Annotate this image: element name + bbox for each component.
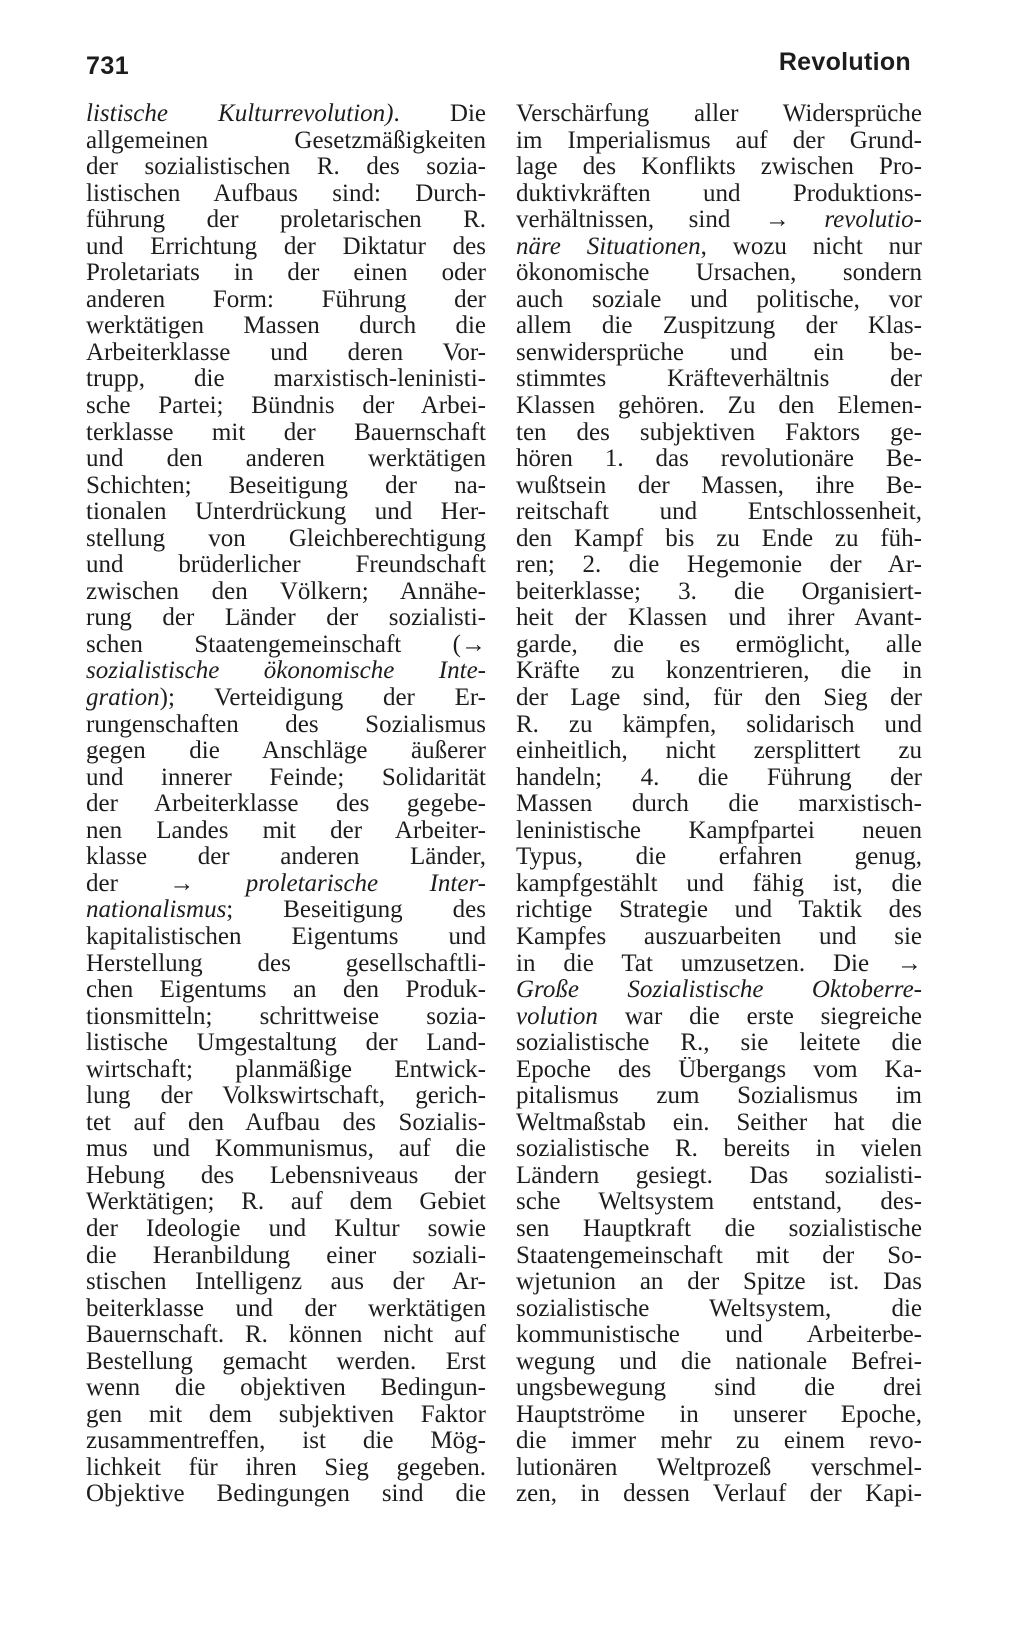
text-segment: Massen durch die marxistisch- [516,791,922,818]
text-segment: die immer mehr zu einem revo- [516,1428,922,1455]
text-line [86,791,486,818]
text-line [516,181,922,208]
text-segment: den Kampf bis zu Ende zu füh- [516,525,922,552]
text-line [516,1030,922,1057]
text-line [516,1243,922,1270]
text-segment: sozialistische R. bereits in vielen [516,1136,922,1163]
text-segment: Epoche des Übergangs vom Ka- [516,1056,922,1083]
text-segment: Klassen gehören. Zu den Elemen- [516,393,922,420]
text-segment: allgemeinen Gesetzmäßigkeiten [86,127,486,154]
text-segment: Hauptströme in unserer Epoche, [516,1401,922,1428]
text-segment: zen, in dessen Verlauf der Kapi- [516,1481,922,1508]
text-segment: ; Beseitigung des [226,897,486,924]
text-line [516,765,922,792]
text-segment: stischen Intelligenz aus der Ar- [86,1269,486,1296]
text-line [86,128,486,155]
text-segment: stimmtes Kräfteverhältnis der [516,366,922,393]
text-segment: tionalen Unterdrückung und Her- [86,499,486,526]
text-line [86,1030,486,1057]
italic-text: volution [516,1003,598,1030]
italic-text: proletarische Inter- [245,870,486,897]
text-line [86,473,486,500]
text-segment: pitalismus zum Sozialismus im [516,1083,922,1110]
text-segment: wegung und die nationale Befrei- [516,1348,922,1375]
text-segment: hören 1. das revolutionäre Be- [516,446,922,473]
text-line [86,101,486,128]
text-segment: . Die [393,101,486,127]
text-line [516,605,922,632]
text-segment: lichkeit für ihren Sieg gegeben. [86,1454,486,1481]
text-segment: der Arbeiterklasse des gegebe- [86,791,486,818]
text-line [516,977,922,1004]
text-segment: Arbeiterklasse und deren Vor- [86,339,486,366]
text-segment: und Errichtung der Diktatur des [86,233,486,260]
text-line [86,260,486,287]
text-segment: richtige Strategie und Taktik des [516,897,922,924]
text-line [86,605,486,632]
text-line [86,738,486,765]
text-line [86,154,486,181]
text-line [86,632,486,659]
text-line [86,712,486,739]
text-line [516,1216,922,1243]
text-segment: beiterklasse; 3. die Organisiert- [516,578,922,605]
text-segment: einheitlich, nicht zersplittert zu [516,738,922,765]
text-segment: mus und Kommunismus, auf die [86,1136,486,1163]
text-segment: zusammentreffen, ist die Mög- [86,1428,486,1455]
text-segment: sen Hauptkraft die sozialistische [516,1215,922,1242]
text-line [86,393,486,420]
text-line [516,632,922,659]
text-line [516,897,922,924]
text-segment: klasse der anderen Länder, [86,844,486,871]
text-line [516,473,922,500]
text-line [86,924,486,951]
text-line [516,552,922,579]
text-segment: rungenschaften des Sozialismus [86,711,486,738]
text-line [516,1349,922,1376]
text-line [516,1110,922,1137]
text-segment: ungsbewegung sind die drei [516,1375,922,1402]
text-line [516,1296,922,1323]
text-segment: und den anderen werktätigen [86,446,486,473]
text-segment: heit der Klassen und ihrer Avant- [516,605,922,632]
text-segment: anderen Form: Führung der [86,286,486,313]
text-line [516,420,922,447]
text-line [86,1349,486,1376]
text-line [86,552,486,579]
text-segment: verhältnissen, sind → [516,207,825,234]
text-line [516,1004,922,1031]
text-segment: der Lage sind, für den Sieg der [516,685,922,712]
text-line [86,313,486,340]
text-segment: sche Partei; Bündnis der Arbei- [86,393,486,420]
text-line [516,1428,922,1455]
text-segment: Bestellung gemacht werden. Erst [86,1348,486,1375]
text-segment: ); Verteidigung der Er- [159,685,486,712]
text-line [516,685,922,712]
text-line [86,658,486,685]
text-segment: Weltmaßstab ein. Seither hat die [516,1109,922,1136]
italic-text: nationalismus [86,897,227,924]
text-segment: der sozialistischen R. des sozia- [86,154,486,181]
italic-text: Große Sozialistische Oktoberre- [516,977,922,1004]
text-line [86,1189,486,1216]
text-segment: tionsmitteln; schrittweise sozia- [86,1003,486,1030]
text-segment: Proletariats in der einen oder [86,260,486,287]
text-line [516,951,922,978]
text-line [516,1189,922,1216]
text-line [86,366,486,393]
text-line [516,1402,922,1429]
text-segment: kampfgestählt und fähig ist, die [516,870,922,897]
italic-text: sozialistische ökonomische Inte- [86,658,486,685]
text-segment: kapitalistischen Eigentums und [86,923,486,950]
text-line [86,1163,486,1190]
text-line [516,446,922,473]
text-line [86,1428,486,1455]
text-segment: gen mit dem subjektiven Faktor [86,1401,486,1428]
text-segment: reitschaft und Entschlossenheit, [516,499,922,526]
text-line [86,499,486,526]
text-line [86,897,486,924]
text-line [516,154,922,181]
text-line [516,1136,922,1163]
text-segment: Bauernschaft. R. können nicht auf [86,1322,486,1349]
text-line [86,234,486,261]
text-segment: kommunistische und Arbeiterbe- [516,1322,922,1349]
text-segment: in die Tat umzusetzen. Die → [516,950,922,977]
text-segment: wirtschaft; planmäßige Entwick- [86,1056,486,1083]
text-segment: Kräfte zu konzentrieren, die in [516,658,922,685]
text-line [516,313,922,340]
text-line [516,658,922,685]
text-segment: ökonomische Ursachen, sondern [516,260,922,287]
text-segment: , wozu nicht nur [700,233,922,260]
text-line [516,260,922,287]
text-segment: schen Staatengemeinschaft (→ [86,631,486,658]
text-segment: Ländern gesiegt. Das sozialisti- [516,1162,922,1189]
page-number: 731 [86,52,130,80]
text-line [516,1057,922,1084]
text-line [516,1269,922,1296]
text-column-right [516,101,922,1508]
text-line [516,234,922,261]
text-line [516,738,922,765]
text-segment: auch soziale und politische, vor [516,286,922,313]
text-line [86,1402,486,1429]
text-line [516,871,922,898]
text-segment: nen Landes mit der Arbeiter- [86,817,486,844]
text-line [516,287,922,314]
italic-text: listische Kulturrevolution) [86,101,394,127]
text-segment: listische Umgestaltung der Land- [86,1030,486,1057]
text-line [86,685,486,712]
text-segment: Werktätigen; R. auf dem Gebiet [86,1189,486,1216]
text-segment: terklasse mit der Bauernschaft [86,419,486,446]
text-line [516,844,922,871]
text-line [86,579,486,606]
text-segment: senwidersprüche und ein be- [516,339,922,366]
text-line [86,207,486,234]
text-segment: duktivkräften und Produktions- [516,180,922,207]
text-line [86,1083,486,1110]
text-segment: wjetunion an der Spitze ist. Das [516,1269,922,1296]
text-segment: trupp, die marxistisch-leninisti- [86,366,486,393]
text-line [86,1481,486,1508]
text-segment: Typus, die erfahren genug, [516,844,922,871]
text-line [86,1216,486,1243]
text-line [86,1269,486,1296]
text-segment: Staatengemeinschaft mit der So- [516,1242,922,1269]
text-line [86,1322,486,1349]
text-segment: sozialistische Weltsystem, die [516,1295,922,1322]
text-segment: zwischen den Völkern; Annähe- [86,578,486,605]
text-line [86,765,486,792]
text-segment: gegen die Anschläge äußerer [86,738,486,765]
italic-text: revolutio- [824,207,922,234]
text-line [86,818,486,845]
text-segment: der → [86,870,246,897]
text-line [86,1375,486,1402]
text-segment: der Ideologie und Kultur sowie [86,1215,486,1242]
text-line [86,446,486,473]
text-segment: Hebung des Lebensniveaus der [86,1162,486,1189]
text-line [86,1110,486,1137]
text-line [516,340,922,367]
text-line [86,1136,486,1163]
text-segment: leninistische Kampfpartei neuen [516,817,922,844]
text-segment: allem die Zuspitzung der Klas- [516,313,922,340]
text-line [86,844,486,871]
italic-text: näre Situationen [516,233,701,260]
text-line [516,207,922,234]
text-line [86,977,486,1004]
text-segment: Objektive Bedingungen sind die [86,1481,486,1508]
text-segment: lutionären Weltprozeß verschmel- [516,1454,922,1481]
text-segment: im Imperialismus auf der Grund- [516,127,922,154]
running-head: Revolution [778,48,911,76]
text-segment: garde, die es ermöglicht, alle [516,631,922,658]
text-segment: lage des Konflikts zwischen Pro- [516,154,922,181]
text-line [516,1163,922,1190]
text-segment: listischen Aufbaus sind: Durch- [86,180,486,207]
text-line [516,526,922,553]
text-segment: sozialistische R., sie leitete die [516,1030,922,1057]
text-line [516,791,922,818]
text-line [86,1004,486,1031]
text-line [86,181,486,208]
text-column-left [86,101,486,1508]
text-segment: führung der proletarischen R. [86,207,486,234]
text-line [86,1296,486,1323]
text-line [516,924,922,951]
text-line [86,871,486,898]
text-line [86,287,486,314]
text-line [86,1243,486,1270]
text-segment: stellung von Gleichberechtigung [86,525,486,552]
text-segment: chen Eigentums an den Produk- [86,977,486,1004]
text-segment: handeln; 4. die Führung der [516,764,922,791]
text-line [86,340,486,367]
text-line [516,1481,922,1508]
text-segment: Verschärfung aller Widersprüche [516,101,922,127]
text-segment: rung der Länder der sozialisti- [86,605,486,632]
text-segment: werktätigen Massen durch die [86,313,486,340]
text-segment: und innerer Feinde; Solidarität [86,764,486,791]
text-segment: war die erste siegreiche [597,1003,922,1030]
text-segment: Kampfes auszuarbeiten und sie [516,923,922,950]
text-segment: tet auf den Aufbau des Sozialis- [86,1109,486,1136]
text-line [86,1057,486,1084]
text-line [516,1083,922,1110]
text-line [516,101,922,128]
text-segment: wußtsein der Massen, ihre Be- [516,472,922,499]
text-line [516,579,922,606]
text-line [86,526,486,553]
text-line [516,1455,922,1482]
text-segment: ten des subjektiven Faktors ge- [516,419,922,446]
text-segment: Schichten; Beseitigung der na- [86,472,486,499]
text-line [516,818,922,845]
text-line [516,1375,922,1402]
text-line [516,1322,922,1349]
text-line [516,393,922,420]
text-segment: die Heranbildung einer soziali- [86,1242,486,1269]
text-line [86,951,486,978]
text-segment: ren; 2. die Hegemonie der Ar- [516,552,922,579]
italic-text: gration [86,685,160,712]
text-line [86,420,486,447]
text-segment: lung der Volkswirtschaft, gerich- [86,1083,486,1110]
text-segment: beiterklasse und der werktätigen [86,1295,486,1322]
text-segment: R. zu kämpfen, solidarisch und [516,711,922,738]
text-segment: Herstellung des gesellschaftli- [86,950,486,977]
text-line [516,366,922,393]
text-segment: sche Weltsystem entstand, des- [516,1189,922,1216]
text-segment: wenn die objektiven Bedingun- [86,1375,486,1402]
text-segment: und brüderlicher Freundschaft [86,552,486,579]
text-line [516,499,922,526]
text-line [86,1455,486,1482]
text-line [516,712,922,739]
text-line [516,128,922,155]
